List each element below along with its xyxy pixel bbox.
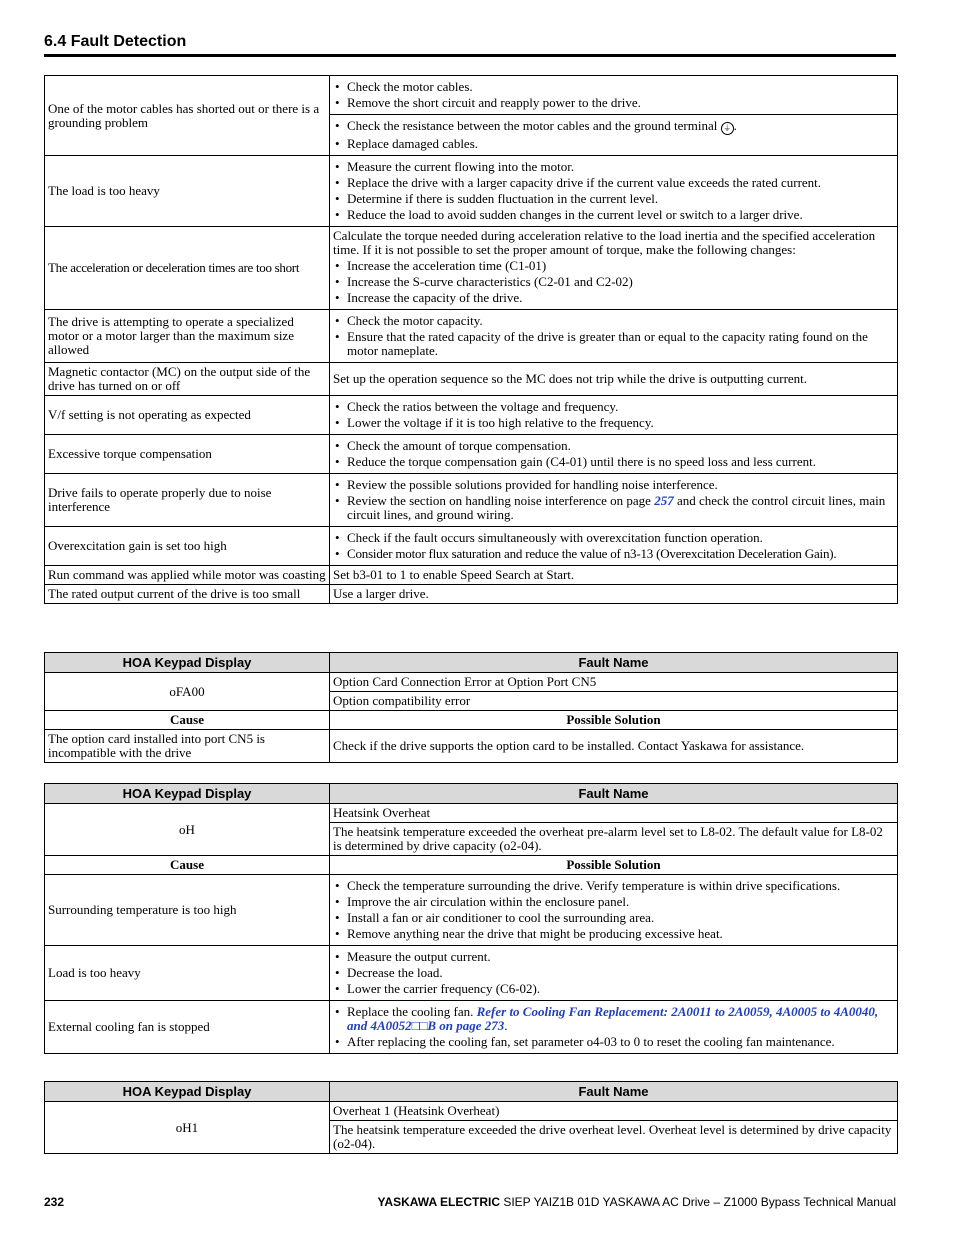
list-item: • Lower the carrier frequency (C6-02). [333, 982, 894, 996]
page-number: 232 [44, 1195, 65, 1209]
cause-cell: The acceleration or deceleration times are too short [45, 227, 330, 310]
solution-intro: Calculate the torque needed during acceleration relative to the load inertia and the specified acceleration time. If it is not possible to set the proper amount of torque, make the following changes: [333, 228, 876, 257]
list-item: • Measure the current flowing into the motor. [333, 160, 894, 174]
table-row [45, 474, 898, 527]
manual-footer [378, 1195, 896, 1209]
fault-table-continued [44, 75, 898, 604]
fault-table-ofa00 [44, 652, 898, 763]
list-item: • Replace damaged cables. [333, 137, 894, 151]
solution-cell [330, 875, 898, 946]
table-row [45, 363, 898, 396]
fault-description: The heatsink temperature exceeded the drive overheat level. Overheat level is determined by drive capacity (o2-04). [330, 1121, 898, 1154]
page-link[interactable]: 257 [654, 493, 674, 508]
fault-name: Option Card Connection Error at Option Port CN5 [330, 673, 898, 692]
solution-cell [330, 946, 898, 1001]
possible-solution-header: Possible Solution [330, 711, 898, 730]
table-header-row [45, 784, 898, 804]
cause-cell: The load is too heavy [45, 156, 330, 227]
table-row [45, 76, 898, 156]
list-item [333, 494, 894, 522]
manual-title: SIEP YAIZ1B 01D YASKAWA AC Drive – Z1000 Bypass Technical Manual [503, 1195, 896, 1209]
solution-cell [330, 310, 898, 363]
possible-solution-header: Possible Solution [330, 856, 898, 875]
list-item-text: and check the control circuit lines, main circuit lines, and ground wiring. [347, 493, 886, 522]
cause-header: Cause [45, 856, 330, 875]
list-item: • Check if the fault occurs simultaneously with overexcitation function operation. [333, 531, 894, 545]
cause-header: Cause [45, 711, 330, 730]
solution-cell [330, 435, 898, 474]
table-row [45, 227, 898, 310]
list-item: • Check the resistance between the motor cables and the ground terminal ⏚ . [333, 119, 894, 135]
list-item: • Increase the S-curve characteristics (C2-01 and C2-02) [333, 275, 894, 289]
fault-code: oH1 [45, 1102, 330, 1154]
list-item: • Replace the cooling fan. Refer to Cooling Fan Replacement: 2A0011 to 2A0059, 4A0005 to 4A0040, and 4A0052□□B on page 273. [333, 1005, 894, 1033]
fault-name-header: Fault Name [330, 1082, 898, 1102]
list-item-text: Review the section on handling noise interference on page [347, 493, 651, 508]
table-row [45, 1001, 898, 1054]
solution-cell [330, 76, 898, 156]
list-item: • Review the possible solutions provided for handling noise interference. [333, 478, 894, 492]
fault-name: Overheat 1 (Heatsink Overheat) [330, 1102, 898, 1121]
list-item: • Increase the capacity of the drive. [333, 291, 894, 305]
table-row [45, 156, 898, 227]
list-item: • Improve the air circulation within the enclosure panel. [333, 895, 894, 909]
list-item: • Decrease the load. [333, 966, 894, 980]
cause-cell: The drive is attempting to operate a specialized motor or a motor larger than the maximum size allowed [45, 310, 330, 363]
solution-cell [330, 527, 898, 566]
section-title: 6.4 Fault Detection [44, 33, 187, 50]
fault-name-header: Fault Name [330, 653, 898, 673]
brand-name: YASKAWA ELECTRIC [377, 1195, 500, 1209]
solution-cell: Set b3-01 to 1 to enable Speed Search at Start. [330, 566, 898, 585]
cause-cell: One of the motor cables has shorted out or there is a grounding problem [45, 76, 330, 156]
table-header-row [45, 711, 898, 730]
list-item: • Check the motor cables. [333, 80, 894, 94]
list-item-text: Replace the cooling fan. [347, 1004, 474, 1019]
table-row [45, 946, 898, 1001]
cause-cell: Surrounding temperature is too high [45, 875, 330, 946]
table-row [45, 435, 898, 474]
fault-code: oFA00 [45, 673, 330, 711]
fault-table-oh1 [44, 1081, 898, 1154]
solution-cell [330, 396, 898, 435]
table-row [45, 566, 898, 585]
table-row [45, 730, 898, 763]
table-row [45, 804, 898, 823]
list-item: • Measure the output current. [333, 950, 894, 964]
cause-cell: External cooling fan is stopped [45, 1001, 330, 1054]
cooling-fan-replacement-link[interactable]: Refer to Cooling Fan Replacement: 2A0011 to 2A0059, 4A0005 to 4A0040, and 4A0052□□B on page 273 [347, 1004, 879, 1033]
list-item: • Consider motor flux saturation and reduce the value of n3-13 (Overexcitation Deceleration Gain). [333, 547, 894, 561]
solution-cell [330, 156, 898, 227]
solution-cell [330, 1001, 898, 1054]
fault-code: oH [45, 804, 330, 856]
ground-terminal-icon: ⏚ [721, 122, 734, 135]
hoa-keypad-display-header: HOA Keypad Display [45, 1082, 330, 1102]
list-item: • Ensure that the rated capacity of the drive is greater than or equal to the capacity rating found on the motor nameplate. [333, 330, 894, 358]
solution-cell: Set up the operation sequence so the MC does not trip while the drive is outputting current. [330, 363, 898, 396]
solution-cell [330, 227, 898, 310]
cause-cell: Drive fails to operate properly due to noise interference [45, 474, 330, 527]
solution-part [330, 114, 897, 155]
table-row [45, 527, 898, 566]
cause-cell: Excessive torque compensation [45, 435, 330, 474]
hoa-keypad-display-header: HOA Keypad Display [45, 653, 330, 673]
cause-cell: Overexcitation gain is set too high [45, 527, 330, 566]
list-item: • Replace the drive with a larger capacity drive if the current value exceeds the rated current. [333, 176, 894, 190]
fault-name: Option compatibility error [330, 692, 898, 711]
cause-cell: Load is too heavy [45, 946, 330, 1001]
list-item: • Reduce the torque compensation gain (C4-01) until there is no speed loss and less current. [333, 455, 894, 469]
fault-table-oh [44, 783, 898, 1054]
list-item: • Remove the short circuit and reapply power to the drive. [333, 96, 894, 110]
solution-cell [330, 474, 898, 527]
solution-cell: Check if the drive supports the option card to be installed. Contact Yaskawa for assistance. [330, 730, 898, 763]
cause-cell: The option card installed into port CN5 is incompatible with the drive [45, 730, 330, 763]
table-row [45, 1102, 898, 1121]
solution-cell: Use a larger drive. [330, 585, 898, 604]
table-row [45, 396, 898, 435]
list-item: • After replacing the cooling fan, set parameter o4-03 to 0 to reset the cooling fan maintenance. [333, 1035, 894, 1049]
table-row [45, 673, 898, 692]
solution-part [330, 76, 897, 114]
cause-cell: Run command was applied while motor was coasting [45, 566, 330, 585]
cause-cell: The rated output current of the drive is too small [45, 585, 330, 604]
table-row [45, 585, 898, 604]
fault-description: The heatsink temperature exceeded the overheat pre-alarm level set to L8-02. The default value for L8-02 is determined by drive capacity (o2-04). [330, 823, 898, 856]
list-item: • Increase the acceleration time (C1-01) [333, 259, 894, 273]
list-item: • Check the motor capacity. [333, 314, 894, 328]
table-header-row [45, 856, 898, 875]
list-item: • Check the temperature surrounding the drive. Verify temperature is within drive specifications. [333, 879, 894, 893]
hoa-keypad-display-header: HOA Keypad Display [45, 784, 330, 804]
table-header-row [45, 1082, 898, 1102]
header-rule [44, 54, 896, 57]
list-item: • Check the ratios between the voltage and frequency. [333, 400, 894, 414]
list-item: • Check the amount of torque compensation. [333, 439, 894, 453]
cause-cell: V/f setting is not operating as expected [45, 396, 330, 435]
list-item: • Determine if there is sudden fluctuation in the current level. [333, 192, 894, 206]
fault-name: Heatsink Overheat [330, 804, 898, 823]
list-item: • Remove anything near the drive that might be producing excessive heat. [333, 927, 894, 941]
list-item: • Lower the voltage if it is too high relative to the frequency. [333, 416, 894, 430]
list-item: • Reduce the load to avoid sudden changes in the current level or switch to a larger drive. [333, 208, 894, 222]
table-row [45, 875, 898, 946]
list-item-text: Check the resistance between the motor cables and the ground terminal [347, 118, 718, 133]
cause-cell: Magnetic contactor (MC) on the output side of the drive has turned on or off [45, 363, 330, 396]
list-item: • Install a fan or air conditioner to cool the surrounding area. [333, 911, 894, 925]
table-header-row [45, 653, 898, 673]
table-row [45, 310, 898, 363]
fault-name-header: Fault Name [330, 784, 898, 804]
